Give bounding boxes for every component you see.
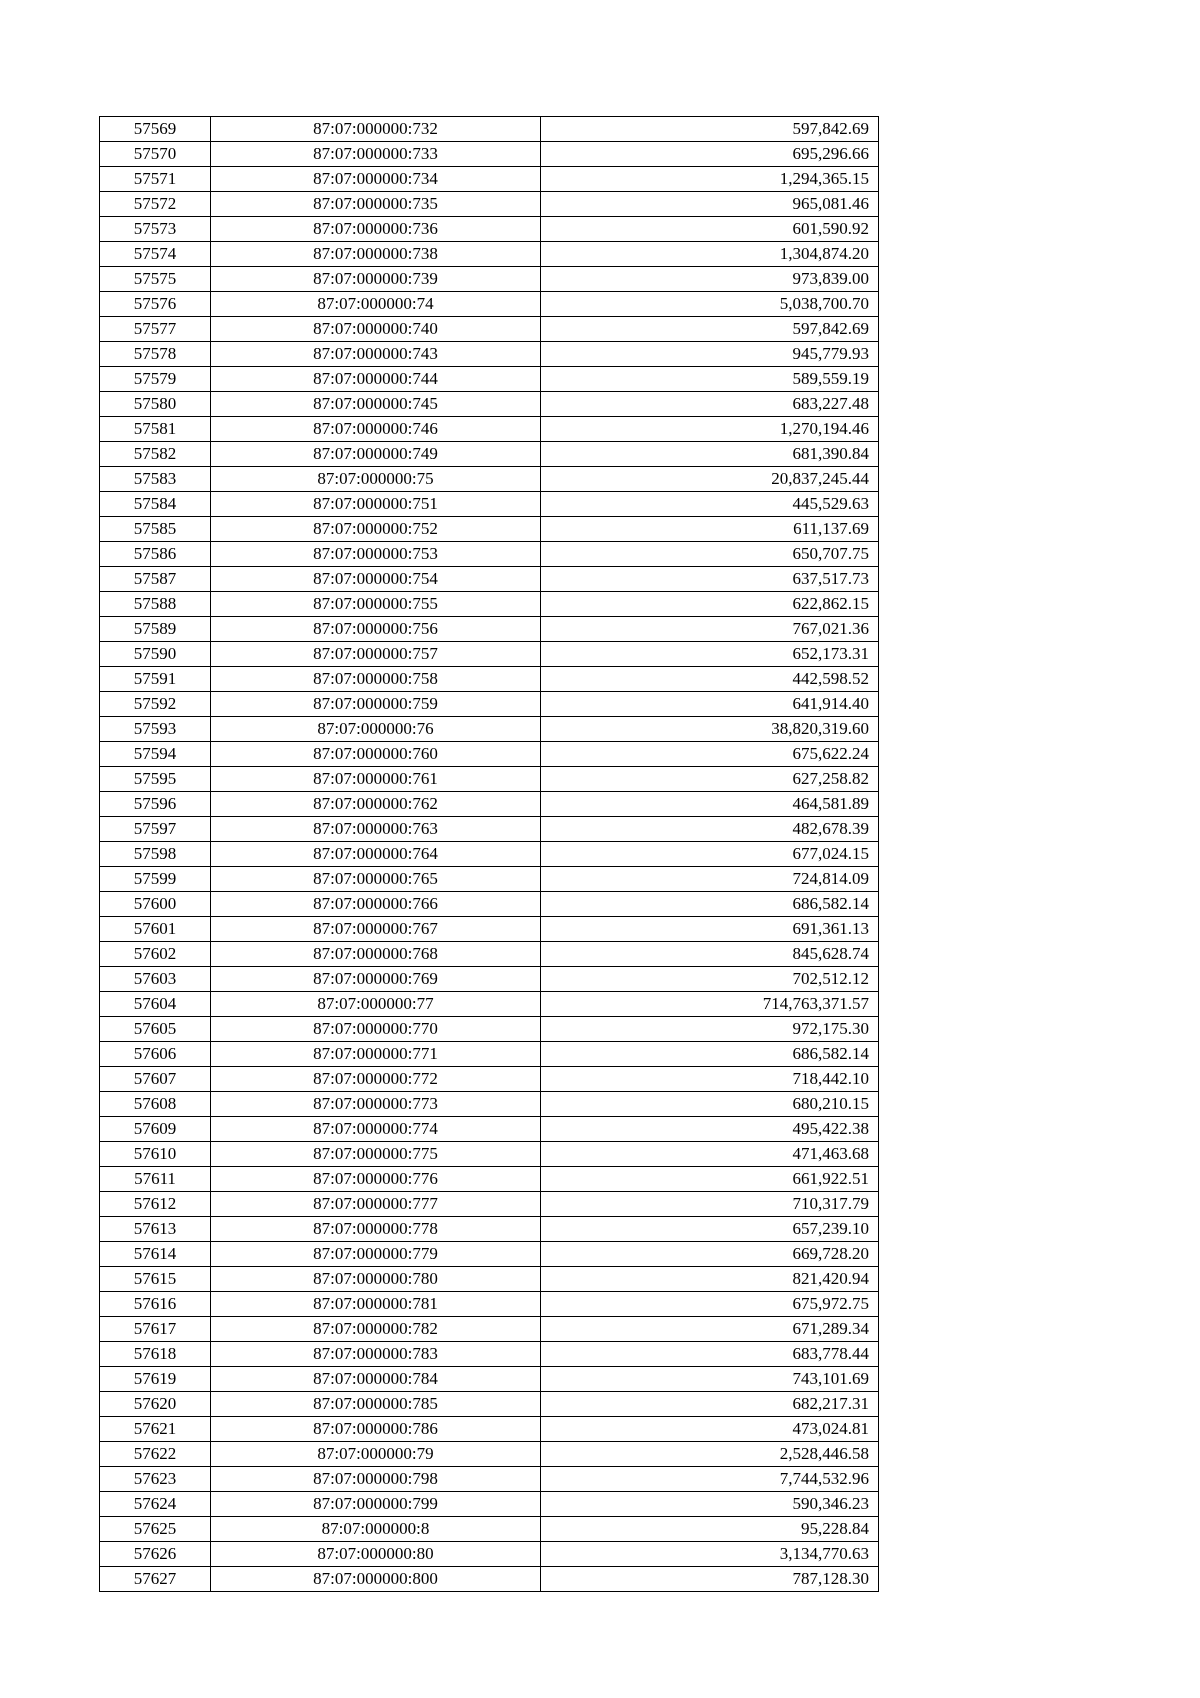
value-cell: 945,779.93 xyxy=(541,342,879,367)
table-row xyxy=(100,292,879,317)
value-cell: 845,628.74 xyxy=(541,942,879,967)
table-row xyxy=(100,967,879,992)
row-number-cell: 57614 xyxy=(100,1242,211,1267)
row-number-cell: 57609 xyxy=(100,1117,211,1142)
value-cell: 669,728.20 xyxy=(541,1242,879,1267)
row-number-cell: 57588 xyxy=(100,592,211,617)
table-row xyxy=(100,717,879,742)
value-cell: 675,622.24 xyxy=(541,742,879,767)
value-cell: 680,210.15 xyxy=(541,1092,879,1117)
cadastral-number-cell: 87:07:000000:735 xyxy=(211,192,541,217)
value-cell: 38,820,319.60 xyxy=(541,717,879,742)
cadastral-number-cell: 87:07:000000:799 xyxy=(211,1492,541,1517)
table-row xyxy=(100,1342,879,1367)
cadastral-number-cell: 87:07:000000:746 xyxy=(211,417,541,442)
value-cell: 471,463.68 xyxy=(541,1142,879,1167)
cadastral-number-cell: 87:07:000000:785 xyxy=(211,1392,541,1417)
cadastral-number-cell: 87:07:000000:779 xyxy=(211,1242,541,1267)
cadastral-number-cell: 87:07:000000:769 xyxy=(211,967,541,992)
table-row xyxy=(100,342,879,367)
cadastral-number-cell: 87:07:000000:781 xyxy=(211,1292,541,1317)
row-number-cell: 57580 xyxy=(100,392,211,417)
value-cell: 743,101.69 xyxy=(541,1367,879,1392)
value-cell: 677,024.15 xyxy=(541,842,879,867)
table-row xyxy=(100,1217,879,1242)
value-cell: 627,258.82 xyxy=(541,767,879,792)
row-number-cell: 57585 xyxy=(100,517,211,542)
value-cell: 1,304,874.20 xyxy=(541,242,879,267)
table-row xyxy=(100,542,879,567)
table-row xyxy=(100,1567,879,1592)
value-cell: 973,839.00 xyxy=(541,267,879,292)
value-cell: 710,317.79 xyxy=(541,1192,879,1217)
value-cell: 965,081.46 xyxy=(541,192,879,217)
row-number-cell: 57603 xyxy=(100,967,211,992)
value-cell: 702,512.12 xyxy=(541,967,879,992)
table-row xyxy=(100,142,879,167)
table-row xyxy=(100,1117,879,1142)
cadastral-number-cell: 87:07:000000:754 xyxy=(211,567,541,592)
row-number-cell: 57596 xyxy=(100,792,211,817)
cadastral-number-cell: 87:07:000000:765 xyxy=(211,867,541,892)
row-number-cell: 57569 xyxy=(100,117,211,142)
row-number-cell: 57572 xyxy=(100,192,211,217)
value-cell: 464,581.89 xyxy=(541,792,879,817)
cadastral-number-cell: 87:07:000000:778 xyxy=(211,1217,541,1242)
value-cell: 714,763,371.57 xyxy=(541,992,879,1017)
table-row xyxy=(100,192,879,217)
cadastral-number-cell: 87:07:000000:782 xyxy=(211,1317,541,1342)
value-cell: 20,837,245.44 xyxy=(541,467,879,492)
cadastral-number-cell: 87:07:000000:75 xyxy=(211,467,541,492)
table-row xyxy=(100,1517,879,1542)
value-cell: 1,270,194.46 xyxy=(541,417,879,442)
table-row xyxy=(100,242,879,267)
table-row xyxy=(100,942,879,967)
table-row xyxy=(100,1242,879,1267)
value-cell: 445,529.63 xyxy=(541,492,879,517)
row-number-cell: 57584 xyxy=(100,492,211,517)
cadastral-number-cell: 87:07:000000:752 xyxy=(211,517,541,542)
row-number-cell: 57607 xyxy=(100,1067,211,1092)
value-cell: 7,744,532.96 xyxy=(541,1467,879,1492)
cadastral-number-cell: 87:07:000000:757 xyxy=(211,642,541,667)
cadastral-number-cell: 87:07:000000:775 xyxy=(211,1142,541,1167)
table-row xyxy=(100,117,879,142)
value-cell: 473,024.81 xyxy=(541,1417,879,1442)
cadastral-number-cell: 87:07:000000:771 xyxy=(211,1042,541,1067)
cadastral-number-cell: 87:07:000000:749 xyxy=(211,442,541,467)
cadastral-value-table xyxy=(99,116,879,1592)
cadastral-number-cell: 87:07:000000:783 xyxy=(211,1342,541,1367)
value-cell: 683,227.48 xyxy=(541,392,879,417)
cadastral-number-cell: 87:07:000000:759 xyxy=(211,692,541,717)
table-row xyxy=(100,817,879,842)
value-cell: 2,528,446.58 xyxy=(541,1442,879,1467)
value-cell: 3,134,770.63 xyxy=(541,1542,879,1567)
value-cell: 691,361.13 xyxy=(541,917,879,942)
row-number-cell: 57610 xyxy=(100,1142,211,1167)
table-row xyxy=(100,792,879,817)
cadastral-number-cell: 87:07:000000:744 xyxy=(211,367,541,392)
cadastral-number-cell: 87:07:000000:743 xyxy=(211,342,541,367)
row-number-cell: 57577 xyxy=(100,317,211,342)
row-number-cell: 57620 xyxy=(100,1392,211,1417)
value-cell: 821,420.94 xyxy=(541,1267,879,1292)
table-row xyxy=(100,692,879,717)
row-number-cell: 57604 xyxy=(100,992,211,1017)
row-number-cell: 57599 xyxy=(100,867,211,892)
table-row xyxy=(100,467,879,492)
value-cell: 652,173.31 xyxy=(541,642,879,667)
cadastral-number-cell: 87:07:000000:773 xyxy=(211,1092,541,1117)
table-row xyxy=(100,1467,879,1492)
row-number-cell: 57579 xyxy=(100,367,211,392)
cadastral-number-cell: 87:07:000000:800 xyxy=(211,1567,541,1592)
value-cell: 1,294,365.15 xyxy=(541,167,879,192)
table-row xyxy=(100,1067,879,1092)
row-number-cell: 57602 xyxy=(100,942,211,967)
value-cell: 622,862.15 xyxy=(541,592,879,617)
cadastral-number-cell: 87:07:000000:774 xyxy=(211,1117,541,1142)
table-row xyxy=(100,392,879,417)
row-number-cell: 57586 xyxy=(100,542,211,567)
table-row xyxy=(100,567,879,592)
value-cell: 95,228.84 xyxy=(541,1517,879,1542)
cadastral-number-cell: 87:07:000000:768 xyxy=(211,942,541,967)
row-number-cell: 57601 xyxy=(100,917,211,942)
value-cell: 767,021.36 xyxy=(541,617,879,642)
value-cell: 495,422.38 xyxy=(541,1117,879,1142)
cadastral-number-cell: 87:07:000000:733 xyxy=(211,142,541,167)
row-number-cell: 57587 xyxy=(100,567,211,592)
cadastral-number-cell: 87:07:000000:784 xyxy=(211,1367,541,1392)
table-row xyxy=(100,217,879,242)
cadastral-number-cell: 87:07:000000:736 xyxy=(211,217,541,242)
table-row xyxy=(100,592,879,617)
cadastral-number-cell: 87:07:000000:767 xyxy=(211,917,541,942)
table-row xyxy=(100,767,879,792)
cadastral-number-cell: 87:07:000000:760 xyxy=(211,742,541,767)
cadastral-number-cell: 87:07:000000:798 xyxy=(211,1467,541,1492)
cadastral-number-cell: 87:07:000000:740 xyxy=(211,317,541,342)
value-cell: 590,346.23 xyxy=(541,1492,879,1517)
row-number-cell: 57571 xyxy=(100,167,211,192)
table-row xyxy=(100,442,879,467)
cadastral-number-cell: 87:07:000000:777 xyxy=(211,1192,541,1217)
row-number-cell: 57590 xyxy=(100,642,211,667)
table-row xyxy=(100,867,879,892)
value-cell: 695,296.66 xyxy=(541,142,879,167)
row-number-cell: 57608 xyxy=(100,1092,211,1117)
row-number-cell: 57573 xyxy=(100,217,211,242)
value-cell: 637,517.73 xyxy=(541,567,879,592)
cadastral-number-cell: 87:07:000000:776 xyxy=(211,1167,541,1192)
row-number-cell: 57626 xyxy=(100,1542,211,1567)
cadastral-number-cell: 87:07:000000:763 xyxy=(211,817,541,842)
table-row xyxy=(100,317,879,342)
table-row xyxy=(100,917,879,942)
value-cell: 597,842.69 xyxy=(541,117,879,142)
cadastral-number-cell: 87:07:000000:780 xyxy=(211,1267,541,1292)
row-number-cell: 57597 xyxy=(100,817,211,842)
row-number-cell: 57606 xyxy=(100,1042,211,1067)
row-number-cell: 57621 xyxy=(100,1417,211,1442)
table-row xyxy=(100,1442,879,1467)
table-row xyxy=(100,1092,879,1117)
table-row xyxy=(100,167,879,192)
table-row xyxy=(100,267,879,292)
row-number-cell: 57576 xyxy=(100,292,211,317)
cadastral-number-cell: 87:07:000000:76 xyxy=(211,717,541,742)
row-number-cell: 57623 xyxy=(100,1467,211,1492)
value-cell: 650,707.75 xyxy=(541,542,879,567)
cadastral-number-cell: 87:07:000000:755 xyxy=(211,592,541,617)
row-number-cell: 57574 xyxy=(100,242,211,267)
value-cell: 671,289.34 xyxy=(541,1317,879,1342)
value-cell: 787,128.30 xyxy=(541,1567,879,1592)
cadastral-number-cell: 87:07:000000:770 xyxy=(211,1017,541,1042)
cadastral-number-cell: 87:07:000000:77 xyxy=(211,992,541,1017)
cadastral-number-cell: 87:07:000000:8 xyxy=(211,1517,541,1542)
value-cell: 661,922.51 xyxy=(541,1167,879,1192)
cadastral-number-cell: 87:07:000000:739 xyxy=(211,267,541,292)
cadastral-number-cell: 87:07:000000:74 xyxy=(211,292,541,317)
cadastral-number-cell: 87:07:000000:772 xyxy=(211,1067,541,1092)
row-number-cell: 57593 xyxy=(100,717,211,742)
table-row xyxy=(100,842,879,867)
row-number-cell: 57578 xyxy=(100,342,211,367)
value-cell: 718,442.10 xyxy=(541,1067,879,1092)
value-cell: 686,582.14 xyxy=(541,1042,879,1067)
value-cell: 5,038,700.70 xyxy=(541,292,879,317)
table-row xyxy=(100,1492,879,1517)
row-number-cell: 57619 xyxy=(100,1367,211,1392)
value-cell: 972,175.30 xyxy=(541,1017,879,1042)
value-cell: 682,217.31 xyxy=(541,1392,879,1417)
row-number-cell: 57575 xyxy=(100,267,211,292)
row-number-cell: 57611 xyxy=(100,1167,211,1192)
row-number-cell: 57592 xyxy=(100,692,211,717)
cadastral-number-cell: 87:07:000000:764 xyxy=(211,842,541,867)
table-row xyxy=(100,1267,879,1292)
cadastral-number-cell: 87:07:000000:80 xyxy=(211,1542,541,1567)
cadastral-number-cell: 87:07:000000:762 xyxy=(211,792,541,817)
row-number-cell: 57622 xyxy=(100,1442,211,1467)
row-number-cell: 57605 xyxy=(100,1017,211,1042)
table-row xyxy=(100,742,879,767)
cadastral-number-cell: 87:07:000000:766 xyxy=(211,892,541,917)
value-cell: 675,972.75 xyxy=(541,1292,879,1317)
cadastral-number-cell: 87:07:000000:753 xyxy=(211,542,541,567)
value-cell: 482,678.39 xyxy=(541,817,879,842)
table-body xyxy=(100,117,879,1592)
row-number-cell: 57616 xyxy=(100,1292,211,1317)
table-row xyxy=(100,1192,879,1217)
table-row xyxy=(100,892,879,917)
table-row xyxy=(100,1142,879,1167)
value-cell: 611,137.69 xyxy=(541,517,879,542)
row-number-cell: 57612 xyxy=(100,1192,211,1217)
cadastral-number-cell: 87:07:000000:786 xyxy=(211,1417,541,1442)
cadastral-number-cell: 87:07:000000:751 xyxy=(211,492,541,517)
table-row xyxy=(100,1367,879,1392)
row-number-cell: 57595 xyxy=(100,767,211,792)
cadastral-number-cell: 87:07:000000:758 xyxy=(211,667,541,692)
table-row xyxy=(100,417,879,442)
value-cell: 657,239.10 xyxy=(541,1217,879,1242)
table-row xyxy=(100,1017,879,1042)
row-number-cell: 57627 xyxy=(100,1567,211,1592)
table-row xyxy=(100,517,879,542)
row-number-cell: 57589 xyxy=(100,617,211,642)
value-cell: 597,842.69 xyxy=(541,317,879,342)
row-number-cell: 57581 xyxy=(100,417,211,442)
row-number-cell: 57600 xyxy=(100,892,211,917)
row-number-cell: 57624 xyxy=(100,1492,211,1517)
row-number-cell: 57582 xyxy=(100,442,211,467)
row-number-cell: 57625 xyxy=(100,1517,211,1542)
table-row xyxy=(100,1417,879,1442)
value-cell: 686,582.14 xyxy=(541,892,879,917)
cadastral-number-cell: 87:07:000000:79 xyxy=(211,1442,541,1467)
cadastral-number-cell: 87:07:000000:756 xyxy=(211,617,541,642)
row-number-cell: 57570 xyxy=(100,142,211,167)
cadastral-number-cell: 87:07:000000:745 xyxy=(211,392,541,417)
row-number-cell: 57615 xyxy=(100,1267,211,1292)
row-number-cell: 57617 xyxy=(100,1317,211,1342)
cadastral-number-cell: 87:07:000000:734 xyxy=(211,167,541,192)
value-cell: 442,598.52 xyxy=(541,667,879,692)
table-row xyxy=(100,1392,879,1417)
table-row xyxy=(100,1042,879,1067)
row-number-cell: 57583 xyxy=(100,467,211,492)
table-row xyxy=(100,667,879,692)
row-number-cell: 57594 xyxy=(100,742,211,767)
value-cell: 601,590.92 xyxy=(541,217,879,242)
table-row xyxy=(100,992,879,1017)
row-number-cell: 57591 xyxy=(100,667,211,692)
value-cell: 641,914.40 xyxy=(541,692,879,717)
table-row xyxy=(100,642,879,667)
table-row xyxy=(100,617,879,642)
cadastral-number-cell: 87:07:000000:738 xyxy=(211,242,541,267)
row-number-cell: 57618 xyxy=(100,1342,211,1367)
row-number-cell: 57598 xyxy=(100,842,211,867)
value-cell: 683,778.44 xyxy=(541,1342,879,1367)
cadastral-number-cell: 87:07:000000:761 xyxy=(211,767,541,792)
table-row xyxy=(100,367,879,392)
cadastral-number-cell: 87:07:000000:732 xyxy=(211,117,541,142)
table-row xyxy=(100,492,879,517)
table-row xyxy=(100,1292,879,1317)
row-number-cell: 57613 xyxy=(100,1217,211,1242)
value-cell: 681,390.84 xyxy=(541,442,879,467)
table-row xyxy=(100,1542,879,1567)
value-cell: 589,559.19 xyxy=(541,367,879,392)
table-row xyxy=(100,1167,879,1192)
value-cell: 724,814.09 xyxy=(541,867,879,892)
table-row xyxy=(100,1317,879,1342)
